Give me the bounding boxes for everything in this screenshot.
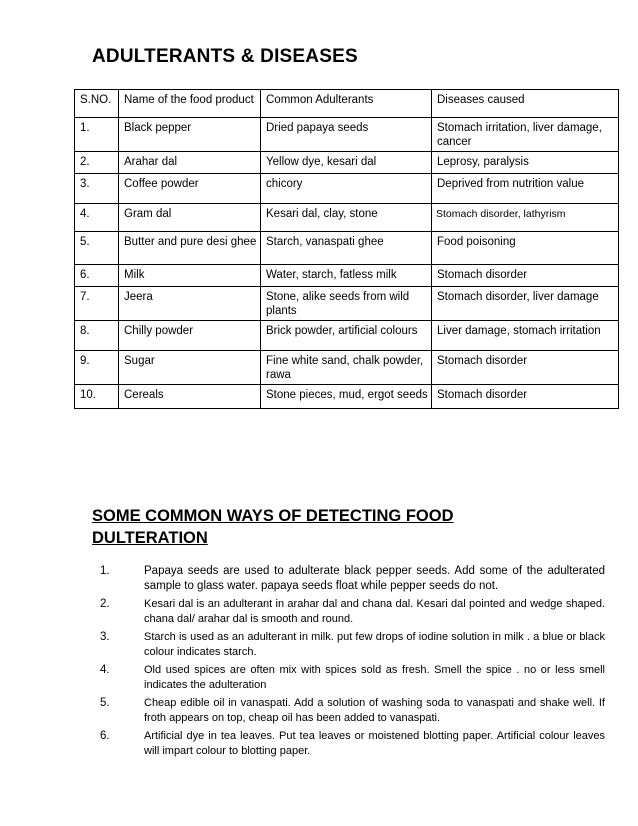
cell-adulterant: Brick powder, artificial colours	[261, 321, 432, 351]
header-diseases-caused: Diseases caused	[432, 90, 619, 118]
cell-disease: Liver damage, stomach irritation	[432, 321, 619, 351]
list-item-text: Kesari dal is an adulterant in arahar dal and chana dal. Kesari dal pointed and wedge shaped. chana dal/ arahar dal is smooth and round.	[144, 598, 605, 625]
cell-adulterant: Stone, alike seeds from wild plants	[261, 287, 432, 321]
cell-adulterant: Starch, vanaspati ghee	[261, 232, 432, 265]
cell-adulterant: Yellow dye, kesari dal	[261, 152, 432, 174]
table-row	[75, 287, 619, 321]
table-row	[75, 174, 619, 204]
cell-food: Sugar	[119, 351, 261, 385]
header-common-adulterants: Common Adulterants	[261, 90, 432, 118]
cell-disease: Stomach disorder	[432, 351, 619, 385]
table-row	[75, 232, 619, 265]
list-item-number: 2.	[100, 598, 110, 610]
cell-sno: 6.	[75, 265, 119, 287]
cell-food: Milk	[119, 265, 261, 287]
cell-sno: 2.	[75, 152, 119, 174]
cell-disease: Leprosy, paralysis	[432, 152, 619, 174]
table-row	[75, 152, 619, 174]
cell-disease: Stomach disorder	[432, 265, 619, 287]
cell-sno: 5.	[75, 232, 119, 265]
cell-adulterant: Dried papaya seeds	[261, 118, 432, 152]
list-item	[100, 597, 605, 627]
cell-sno: 3.	[75, 174, 119, 204]
list-item-text: Starch is used as an adulterant in milk. put few drops of iodine solution in milk . a blue or black colour indicates starch.	[144, 631, 605, 658]
list-item	[100, 630, 605, 660]
table-row	[75, 351, 619, 385]
header-food-product: Name of the food product	[119, 90, 261, 118]
cell-food: Black pepper	[119, 118, 261, 152]
list-item-text: Cheap edible oil in vanaspati. Add a solution of washing soda to vanaspati and shake well. If froth appears on top, cheap oil has been added to vanaspati.	[144, 697, 605, 724]
adulterants-table	[74, 89, 619, 409]
cell-food: Chilly powder	[119, 321, 261, 351]
cell-sno: 1.	[75, 118, 119, 152]
list-item	[100, 663, 605, 693]
cell-disease: Stomach disorder, lathyrism	[432, 204, 619, 232]
cell-food: Jeera	[119, 287, 261, 321]
cell-disease: Deprived from nutrition value	[432, 174, 619, 204]
detection-methods-list	[100, 564, 605, 762]
table-row	[75, 204, 619, 232]
cell-disease: Food poisoning	[432, 232, 619, 265]
list-item	[100, 564, 605, 594]
cell-sno: 7.	[75, 287, 119, 321]
cell-sno: 10.	[75, 385, 119, 409]
cell-food: Gram dal	[119, 204, 261, 232]
table-row	[75, 118, 619, 152]
table-row	[75, 321, 619, 351]
cell-adulterant: chicory	[261, 174, 432, 204]
list-item-text: Papaya seeds are used to adulterate black pepper seeds. Add some of the adulterated sample to glass water. papaya seeds float while pepper seeds do not.	[144, 565, 605, 592]
cell-food: Cereals	[119, 385, 261, 409]
cell-food: Coffee powder	[119, 174, 261, 204]
header-sno: S.NO.	[75, 90, 119, 118]
cell-adulterant: Stone pieces, mud, ergot seeds	[261, 385, 432, 409]
cell-disease: Stomach irritation, liver damage, cancer	[432, 118, 619, 152]
section-title: SOME COMMON WAYS OF DETECTING FOOD DULTERATION	[92, 507, 454, 547]
cell-food: Arahar dal	[119, 152, 261, 174]
table-row	[75, 385, 619, 409]
cell-food: Butter and pure desi ghee	[119, 232, 261, 265]
list-item	[100, 729, 605, 759]
cell-sno: 9.	[75, 351, 119, 385]
list-item-number: 5.	[100, 697, 110, 709]
cell-adulterant: Water, starch, fatless milk	[261, 265, 432, 287]
page-title: ADULTERANTS & DISEASES	[92, 46, 358, 67]
cell-disease: Stomach disorder, liver damage	[432, 287, 619, 321]
cell-disease: Stomach disorder	[432, 385, 619, 409]
list-item-number: 3.	[100, 631, 110, 643]
table-header-row	[75, 90, 619, 118]
cell-adulterant: Fine white sand, chalk powder, rawa	[261, 351, 432, 385]
list-item-number: 1.	[100, 565, 110, 577]
list-item-text: Artificial dye in tea leaves. Put tea leaves or moistened blotting paper. Artificial colour leaves will impart colour to blotting paper.	[144, 730, 605, 757]
cell-sno: 8.	[75, 321, 119, 351]
list-item	[100, 696, 605, 726]
cell-adulterant: Kesari dal, clay, stone	[261, 204, 432, 232]
list-item-number: 4.	[100, 664, 110, 676]
list-item-number: 6.	[100, 730, 110, 742]
cell-sno: 4.	[75, 204, 119, 232]
list-item-text: Old used spices are often mix with spices sold as fresh. Smell the spice . no or less smell indicates the adulteration	[144, 664, 605, 691]
table-row	[75, 265, 619, 287]
